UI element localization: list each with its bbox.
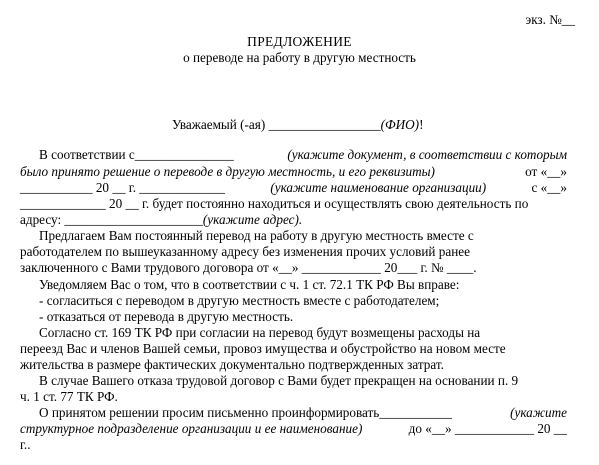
- paragraph-2-line-1: Предлагаем Вам постоянный перевод на работу в другую местность вместе с: [39, 228, 474, 243]
- paragraph-6-line-1: [39, 405, 567, 421]
- paragraph-6-line-3: г..: [20, 437, 31, 452]
- document-title: ПРЕДЛОЖЕНИЕ: [247, 34, 352, 49]
- document-subtitle: о переводе на работу в другую местность: [183, 50, 416, 65]
- paragraph-1-line-1: [39, 147, 567, 163]
- paragraph-5-line-1: В случае Вашего отказа трудовой договор с Вами будет прекращен на основании п. 9: [39, 373, 519, 388]
- paragraph-4-line-2: переезд Вас и членов Вашей семьи, провоз имущества и обустройство на новом месте: [20, 341, 506, 356]
- paragraph-3-line-2: - согласиться с переводом в другую местность вместе с работодателем;: [39, 293, 440, 308]
- greeting-placeholder: (ФИО): [380, 117, 420, 132]
- paragraph-6-line-2: [20, 421, 567, 437]
- paragraph-2-line-3: заключенного с Вами трудового договора от «__» ____________ 20___ г. № ____.: [20, 260, 477, 275]
- text-segment: было принято решение о переводе в другую местность, и его реквизиты): [20, 164, 435, 179]
- paragraph-1-line-3: [20, 180, 567, 196]
- paragraph-1-line-2: [20, 164, 567, 180]
- text-segment: О принятом решении просим письменно проинформировать___________: [39, 405, 452, 420]
- paragraph-3-line-1: Уведомляем Вас о том, что в соответствии с ч. 1 ст. 72.1 ТК РФ Вы вправе:: [39, 277, 460, 292]
- text-segment: адресу: _____________________: [20, 212, 203, 227]
- copy-number-label: экз. №__: [525, 12, 575, 27]
- text-segment: (укажите адрес).: [202, 212, 303, 227]
- text-segment: (укажите наименование организации): [270, 180, 487, 195]
- paragraph-2-line-2: работодателем по вышеуказанному адресу без изменения прочих условий ранее: [20, 244, 471, 259]
- greeting-text: Уважаемый (-ая) _________________: [172, 117, 381, 132]
- text-segment: с «__»: [531, 180, 567, 195]
- paragraph-4-line-3: жительства в размере фактических документально подтвержденных затрат.: [20, 357, 444, 372]
- greeting-end: !: [419, 117, 424, 132]
- text-segment: ___________ 20 __ г. _____________: [20, 180, 226, 195]
- paragraph-3-line-3: - отказаться от перевода в другую местность.: [39, 309, 294, 324]
- text-segment: В соответствии с_______________: [39, 147, 234, 162]
- text-segment: (укажите: [510, 405, 567, 420]
- paragraph-4-line-1: Согласно ст. 169 ТК РФ при согласии на перевод будут возмещены расходы на: [39, 325, 481, 340]
- text-segment: (укажите документ, в соответствии с которым: [287, 147, 567, 162]
- greeting-line: [172, 117, 423, 133]
- paragraph-5-line-2: ч. 1 ст. 77 ТК РФ.: [20, 389, 118, 404]
- text-segment: структурное подразделение организации и ее наименование): [20, 421, 363, 436]
- paragraph-1-line-5: [20, 212, 302, 228]
- paragraph-1-line-4: _____________ 20 __ г. будет постоянно находиться и осуществлять свою деятельность по: [20, 196, 529, 211]
- text-segment: до «__» ____________ 20 __: [408, 421, 567, 436]
- text-segment: от «__»: [525, 164, 567, 179]
